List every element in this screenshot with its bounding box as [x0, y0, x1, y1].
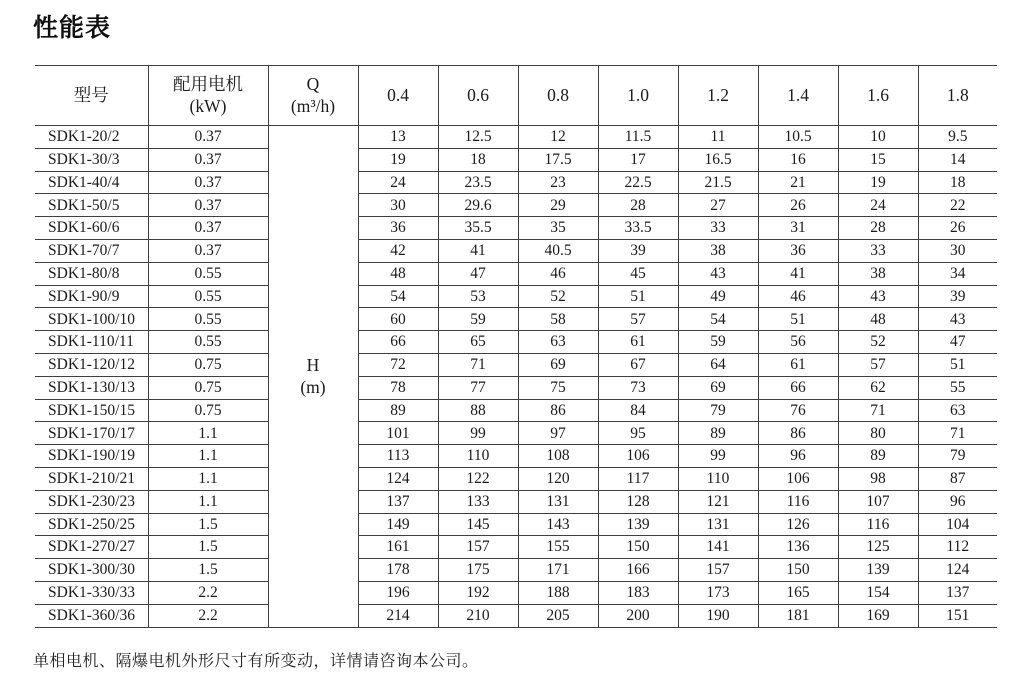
- head-value-cell: 73: [598, 376, 678, 399]
- head-value-cell: 89: [838, 445, 918, 468]
- head-value-cell: 11: [678, 126, 758, 149]
- head-value-cell: 157: [678, 559, 758, 582]
- col-header-flow: 1.0: [598, 66, 678, 126]
- head-value-cell: 214: [358, 604, 438, 627]
- head-value-cell: 75: [518, 376, 598, 399]
- head-value-cell: 38: [678, 239, 758, 262]
- head-value-cell: 61: [598, 331, 678, 354]
- head-value-cell: 137: [358, 490, 438, 513]
- head-value-cell: 133: [438, 490, 518, 513]
- head-value-cell: 13: [358, 126, 438, 149]
- head-value-cell: 78: [358, 376, 438, 399]
- head-value-cell: 116: [758, 490, 838, 513]
- head-value-cell: 126: [758, 513, 838, 536]
- head-value-cell: 165: [758, 581, 838, 604]
- head-value-cell: 210: [438, 604, 518, 627]
- table-row: [35, 376, 997, 399]
- table-row: [35, 331, 997, 354]
- table-body: [35, 126, 997, 628]
- model-cell: SDK1-210/21: [35, 467, 148, 490]
- head-value-cell: 47: [918, 331, 997, 354]
- model-cell: SDK1-110/11: [35, 331, 148, 354]
- head-value-cell: 106: [758, 467, 838, 490]
- model-cell: SDK1-30/3: [35, 148, 148, 171]
- head-value-cell: 88: [438, 399, 518, 422]
- model-cell: SDK1-80/8: [35, 262, 148, 285]
- model-cell: SDK1-250/25: [35, 513, 148, 536]
- table-row: [35, 217, 997, 240]
- table-row: [35, 262, 997, 285]
- model-cell: SDK1-330/33: [35, 581, 148, 604]
- table-row: [35, 239, 997, 262]
- table-row: [35, 445, 997, 468]
- table-row: [35, 126, 997, 149]
- motor-power-cell: 1.5: [148, 536, 268, 559]
- motor-power-cell: 0.75: [148, 353, 268, 376]
- head-value-cell: 35: [518, 217, 598, 240]
- motor-power-cell: 0.37: [148, 171, 268, 194]
- table-row: [35, 353, 997, 376]
- head-value-cell: 96: [918, 490, 997, 513]
- head-value-cell: 33: [838, 239, 918, 262]
- motor-power-cell: 1.1: [148, 445, 268, 468]
- head-value-cell: 21.5: [678, 171, 758, 194]
- motor-power-cell: 0.37: [148, 217, 268, 240]
- head-value-cell: 63: [518, 331, 598, 354]
- head-value-cell: 150: [598, 536, 678, 559]
- head-value-cell: 110: [438, 445, 518, 468]
- head-value-cell: 79: [918, 445, 997, 468]
- model-cell: SDK1-20/2: [35, 126, 148, 149]
- head-value-cell: 131: [678, 513, 758, 536]
- head-value-cell: 12: [518, 126, 598, 149]
- head-value-cell: 39: [918, 285, 997, 308]
- head-value-cell: 178: [358, 559, 438, 582]
- head-value-cell: 63: [918, 399, 997, 422]
- head-value-cell: 150: [758, 559, 838, 582]
- table-row: [35, 148, 997, 171]
- head-value-cell: 35.5: [438, 217, 518, 240]
- head-value-cell: 41: [438, 239, 518, 262]
- head-value-cell: 157: [438, 536, 518, 559]
- head-value-cell: 22: [918, 194, 997, 217]
- head-value-cell: 57: [838, 353, 918, 376]
- head-value-cell: 131: [518, 490, 598, 513]
- head-value-cell: 33.5: [598, 217, 678, 240]
- motor-power-cell: 0.55: [148, 308, 268, 331]
- head-value-cell: 51: [918, 353, 997, 376]
- head-value-cell: 137: [918, 581, 997, 604]
- head-value-cell: 89: [358, 399, 438, 422]
- motor-power-cell: 0.37: [148, 126, 268, 149]
- head-value-cell: 188: [518, 581, 598, 604]
- head-value-cell: 113: [358, 445, 438, 468]
- motor-power-cell: 1.1: [148, 422, 268, 445]
- head-value-cell: 26: [918, 217, 997, 240]
- head-value-cell: 47: [438, 262, 518, 285]
- head-value-cell: 24: [838, 194, 918, 217]
- head-value-cell: 96: [758, 445, 838, 468]
- head-value-cell: 97: [518, 422, 598, 445]
- head-value-cell: 14: [918, 148, 997, 171]
- head-value-cell: 19: [838, 171, 918, 194]
- head-value-cell: 45: [598, 262, 678, 285]
- head-value-cell: 117: [598, 467, 678, 490]
- head-value-cell: 21: [758, 171, 838, 194]
- head-value-cell: 48: [838, 308, 918, 331]
- head-value-cell: 39: [598, 239, 678, 262]
- head-value-cell: 42: [358, 239, 438, 262]
- footnote: 单相电机、隔爆电机外形尺寸有所变动，详情请咨询本公司。: [33, 650, 479, 670]
- model-cell: SDK1-360/36: [35, 604, 148, 627]
- head-value-cell: 41: [758, 262, 838, 285]
- motor-power-cell: 0.55: [148, 331, 268, 354]
- motor-power-cell: 0.55: [148, 285, 268, 308]
- head-value-cell: 27: [678, 194, 758, 217]
- head-value-cell: 23: [518, 171, 598, 194]
- head-value-cell: 51: [598, 285, 678, 308]
- motor-power-cell: 2.2: [148, 604, 268, 627]
- head-value-cell: 67: [598, 353, 678, 376]
- head-value-cell: 139: [598, 513, 678, 536]
- head-value-cell: 171: [518, 559, 598, 582]
- head-unit-cell: H (m): [268, 126, 358, 628]
- head-value-cell: 31: [758, 217, 838, 240]
- head-value-cell: 19: [358, 148, 438, 171]
- head-value-cell: 38: [838, 262, 918, 285]
- table-row: [35, 285, 997, 308]
- head-value-cell: 52: [838, 331, 918, 354]
- model-cell: SDK1-50/5: [35, 194, 148, 217]
- model-cell: SDK1-90/9: [35, 285, 148, 308]
- table-row: [35, 581, 997, 604]
- model-cell: SDK1-130/13: [35, 376, 148, 399]
- head-value-cell: 166: [598, 559, 678, 582]
- model-cell: SDK1-150/15: [35, 399, 148, 422]
- col-header-flow: 0.4: [358, 66, 438, 126]
- motor-power-cell: 1.5: [148, 559, 268, 582]
- model-cell: SDK1-70/7: [35, 239, 148, 262]
- head-value-cell: 24: [358, 171, 438, 194]
- table-row: [35, 467, 997, 490]
- head-value-cell: 51: [758, 308, 838, 331]
- head-value-cell: 16: [758, 148, 838, 171]
- document-page: [0, 8, 1035, 671]
- head-value-cell: 66: [358, 331, 438, 354]
- head-value-cell: 71: [438, 353, 518, 376]
- head-value-cell: 110: [678, 467, 758, 490]
- col-header-flow: 1.6: [838, 66, 918, 126]
- head-value-cell: 66: [758, 376, 838, 399]
- head-value-cell: 139: [838, 559, 918, 582]
- head-value-cell: 69: [518, 353, 598, 376]
- head-value-cell: 59: [678, 331, 758, 354]
- head-value-cell: 10: [838, 126, 918, 149]
- head-value-cell: 36: [358, 217, 438, 240]
- model-cell: SDK1-120/12: [35, 353, 148, 376]
- col-header-motor-line1: 配用电机: [173, 73, 243, 94]
- head-value-cell: 17: [598, 148, 678, 171]
- head-value-cell: 54: [678, 308, 758, 331]
- table-row: [35, 559, 997, 582]
- head-value-cell: 120: [518, 467, 598, 490]
- head-value-cell: 108: [518, 445, 598, 468]
- head-value-cell: 28: [598, 194, 678, 217]
- motor-power-cell: 0.37: [148, 148, 268, 171]
- motor-power-cell: 0.55: [148, 262, 268, 285]
- head-value-cell: 30: [358, 194, 438, 217]
- head-value-cell: 192: [438, 581, 518, 604]
- col-header-motor: [148, 66, 268, 126]
- col-header-q-line2: (m³/h): [290, 95, 336, 116]
- head-value-cell: 77: [438, 376, 518, 399]
- model-cell: SDK1-230/23: [35, 490, 148, 513]
- head-value-cell: 173: [678, 581, 758, 604]
- col-header-q: [268, 66, 358, 126]
- table-row: [35, 399, 997, 422]
- table-row: [35, 604, 997, 627]
- table-row: [35, 194, 997, 217]
- head-value-cell: 26: [758, 194, 838, 217]
- head-value-cell: 190: [678, 604, 758, 627]
- head-value-cell: 30: [918, 239, 997, 262]
- head-value-cell: 76: [758, 399, 838, 422]
- head-value-cell: 43: [678, 262, 758, 285]
- performance-table: [35, 65, 997, 628]
- head-value-cell: 141: [678, 536, 758, 559]
- table-row: [35, 171, 997, 194]
- table-row: [35, 490, 997, 513]
- head-value-cell: 71: [918, 422, 997, 445]
- head-value-cell: 149: [358, 513, 438, 536]
- head-value-cell: 60: [358, 308, 438, 331]
- model-cell: SDK1-100/10: [35, 308, 148, 331]
- table-header: [35, 66, 997, 126]
- col-header-flow: 1.4: [758, 66, 838, 126]
- head-value-cell: 107: [838, 490, 918, 513]
- head-value-cell: 55: [918, 376, 997, 399]
- head-value-cell: 196: [358, 581, 438, 604]
- head-value-cell: 18: [918, 171, 997, 194]
- head-value-cell: 23.5: [438, 171, 518, 194]
- head-value-cell: 61: [758, 353, 838, 376]
- head-value-cell: 40.5: [518, 239, 598, 262]
- head-value-cell: 95: [598, 422, 678, 445]
- head-value-cell: 22.5: [598, 171, 678, 194]
- head-value-cell: 59: [438, 308, 518, 331]
- head-value-cell: 79: [678, 399, 758, 422]
- head-value-cell: 56: [758, 331, 838, 354]
- motor-power-cell: 0.75: [148, 399, 268, 422]
- head-value-cell: 128: [598, 490, 678, 513]
- col-header-flow: 0.6: [438, 66, 518, 126]
- col-header-flow: 1.8: [918, 66, 997, 126]
- model-cell: SDK1-300/30: [35, 559, 148, 582]
- head-value-cell: 48: [358, 262, 438, 285]
- head-value-cell: 17.5: [518, 148, 598, 171]
- head-value-cell: 154: [838, 581, 918, 604]
- head-value-cell: 106: [598, 445, 678, 468]
- head-value-cell: 34: [918, 262, 997, 285]
- head-value-cell: 64: [678, 353, 758, 376]
- head-value-cell: 136: [758, 536, 838, 559]
- col-header-motor-line2: (kW): [189, 95, 227, 116]
- head-value-cell: 161: [358, 536, 438, 559]
- head-value-cell: 87: [918, 467, 997, 490]
- head-value-cell: 200: [598, 604, 678, 627]
- head-value-cell: 43: [838, 285, 918, 308]
- head-value-cell: 36: [758, 239, 838, 262]
- head-value-cell: 46: [518, 262, 598, 285]
- model-cell: SDK1-270/27: [35, 536, 148, 559]
- head-value-cell: 145: [438, 513, 518, 536]
- model-cell: SDK1-60/6: [35, 217, 148, 240]
- head-value-cell: 183: [598, 581, 678, 604]
- head-value-cell: 54: [358, 285, 438, 308]
- col-header-flow: 0.8: [518, 66, 598, 126]
- motor-power-cell: 0.37: [148, 239, 268, 262]
- model-cell: SDK1-40/4: [35, 171, 148, 194]
- head-value-cell: 205: [518, 604, 598, 627]
- head-value-cell: 49: [678, 285, 758, 308]
- head-value-cell: 143: [518, 513, 598, 536]
- head-value-cell: 175: [438, 559, 518, 582]
- head-value-cell: 125: [838, 536, 918, 559]
- head-value-cell: 99: [678, 445, 758, 468]
- table-row: [35, 308, 997, 331]
- head-value-cell: 43: [918, 308, 997, 331]
- model-cell: SDK1-170/17: [35, 422, 148, 445]
- head-value-cell: 84: [598, 399, 678, 422]
- head-value-cell: 72: [358, 353, 438, 376]
- header-row: [35, 66, 997, 126]
- head-value-cell: 15: [838, 148, 918, 171]
- head-value-cell: 11.5: [598, 126, 678, 149]
- head-value-cell: 71: [838, 399, 918, 422]
- table-row: [35, 513, 997, 536]
- page-title: 性能表: [33, 13, 112, 42]
- motor-power-cell: 1.5: [148, 513, 268, 536]
- head-value-cell: 89: [678, 422, 758, 445]
- head-value-cell: 86: [518, 399, 598, 422]
- head-value-cell: 29.6: [438, 194, 518, 217]
- head-value-cell: 112: [918, 536, 997, 559]
- head-value-cell: 101: [358, 422, 438, 445]
- head-value-cell: 65: [438, 331, 518, 354]
- col-header-q-line1: Q: [306, 73, 320, 94]
- col-header-model: 型号: [35, 66, 148, 126]
- head-value-cell: 18: [438, 148, 518, 171]
- table-row: [35, 536, 997, 559]
- head-value-cell: 151: [918, 604, 997, 627]
- motor-power-cell: 1.1: [148, 467, 268, 490]
- head-value-cell: 69: [678, 376, 758, 399]
- head-value-cell: 155: [518, 536, 598, 559]
- head-value-cell: 122: [438, 467, 518, 490]
- head-value-cell: 124: [358, 467, 438, 490]
- head-value-cell: 46: [758, 285, 838, 308]
- head-value-cell: 86: [758, 422, 838, 445]
- head-value-cell: 169: [838, 604, 918, 627]
- head-value-cell: 10.5: [758, 126, 838, 149]
- head-value-cell: 16.5: [678, 148, 758, 171]
- head-value-cell: 53: [438, 285, 518, 308]
- head-value-cell: 58: [518, 308, 598, 331]
- head-value-cell: 33: [678, 217, 758, 240]
- head-value-cell: 121: [678, 490, 758, 513]
- head-value-cell: 181: [758, 604, 838, 627]
- table-row: [35, 422, 997, 445]
- head-value-cell: 104: [918, 513, 997, 536]
- head-value-cell: 52: [518, 285, 598, 308]
- model-cell: SDK1-190/19: [35, 445, 148, 468]
- head-value-cell: 124: [918, 559, 997, 582]
- motor-power-cell: 1.1: [148, 490, 268, 513]
- col-header-flow: 1.2: [678, 66, 758, 126]
- head-value-cell: 12.5: [438, 126, 518, 149]
- motor-power-cell: 0.75: [148, 376, 268, 399]
- head-value-cell: 116: [838, 513, 918, 536]
- head-value-cell: 57: [598, 308, 678, 331]
- head-value-cell: 98: [838, 467, 918, 490]
- head-value-cell: 28: [838, 217, 918, 240]
- motor-power-cell: 0.37: [148, 194, 268, 217]
- head-value-cell: 80: [838, 422, 918, 445]
- head-value-cell: 62: [838, 376, 918, 399]
- head-value-cell: 29: [518, 194, 598, 217]
- head-value-cell: 9.5: [918, 126, 997, 149]
- head-value-cell: 99: [438, 422, 518, 445]
- motor-power-cell: 2.2: [148, 581, 268, 604]
